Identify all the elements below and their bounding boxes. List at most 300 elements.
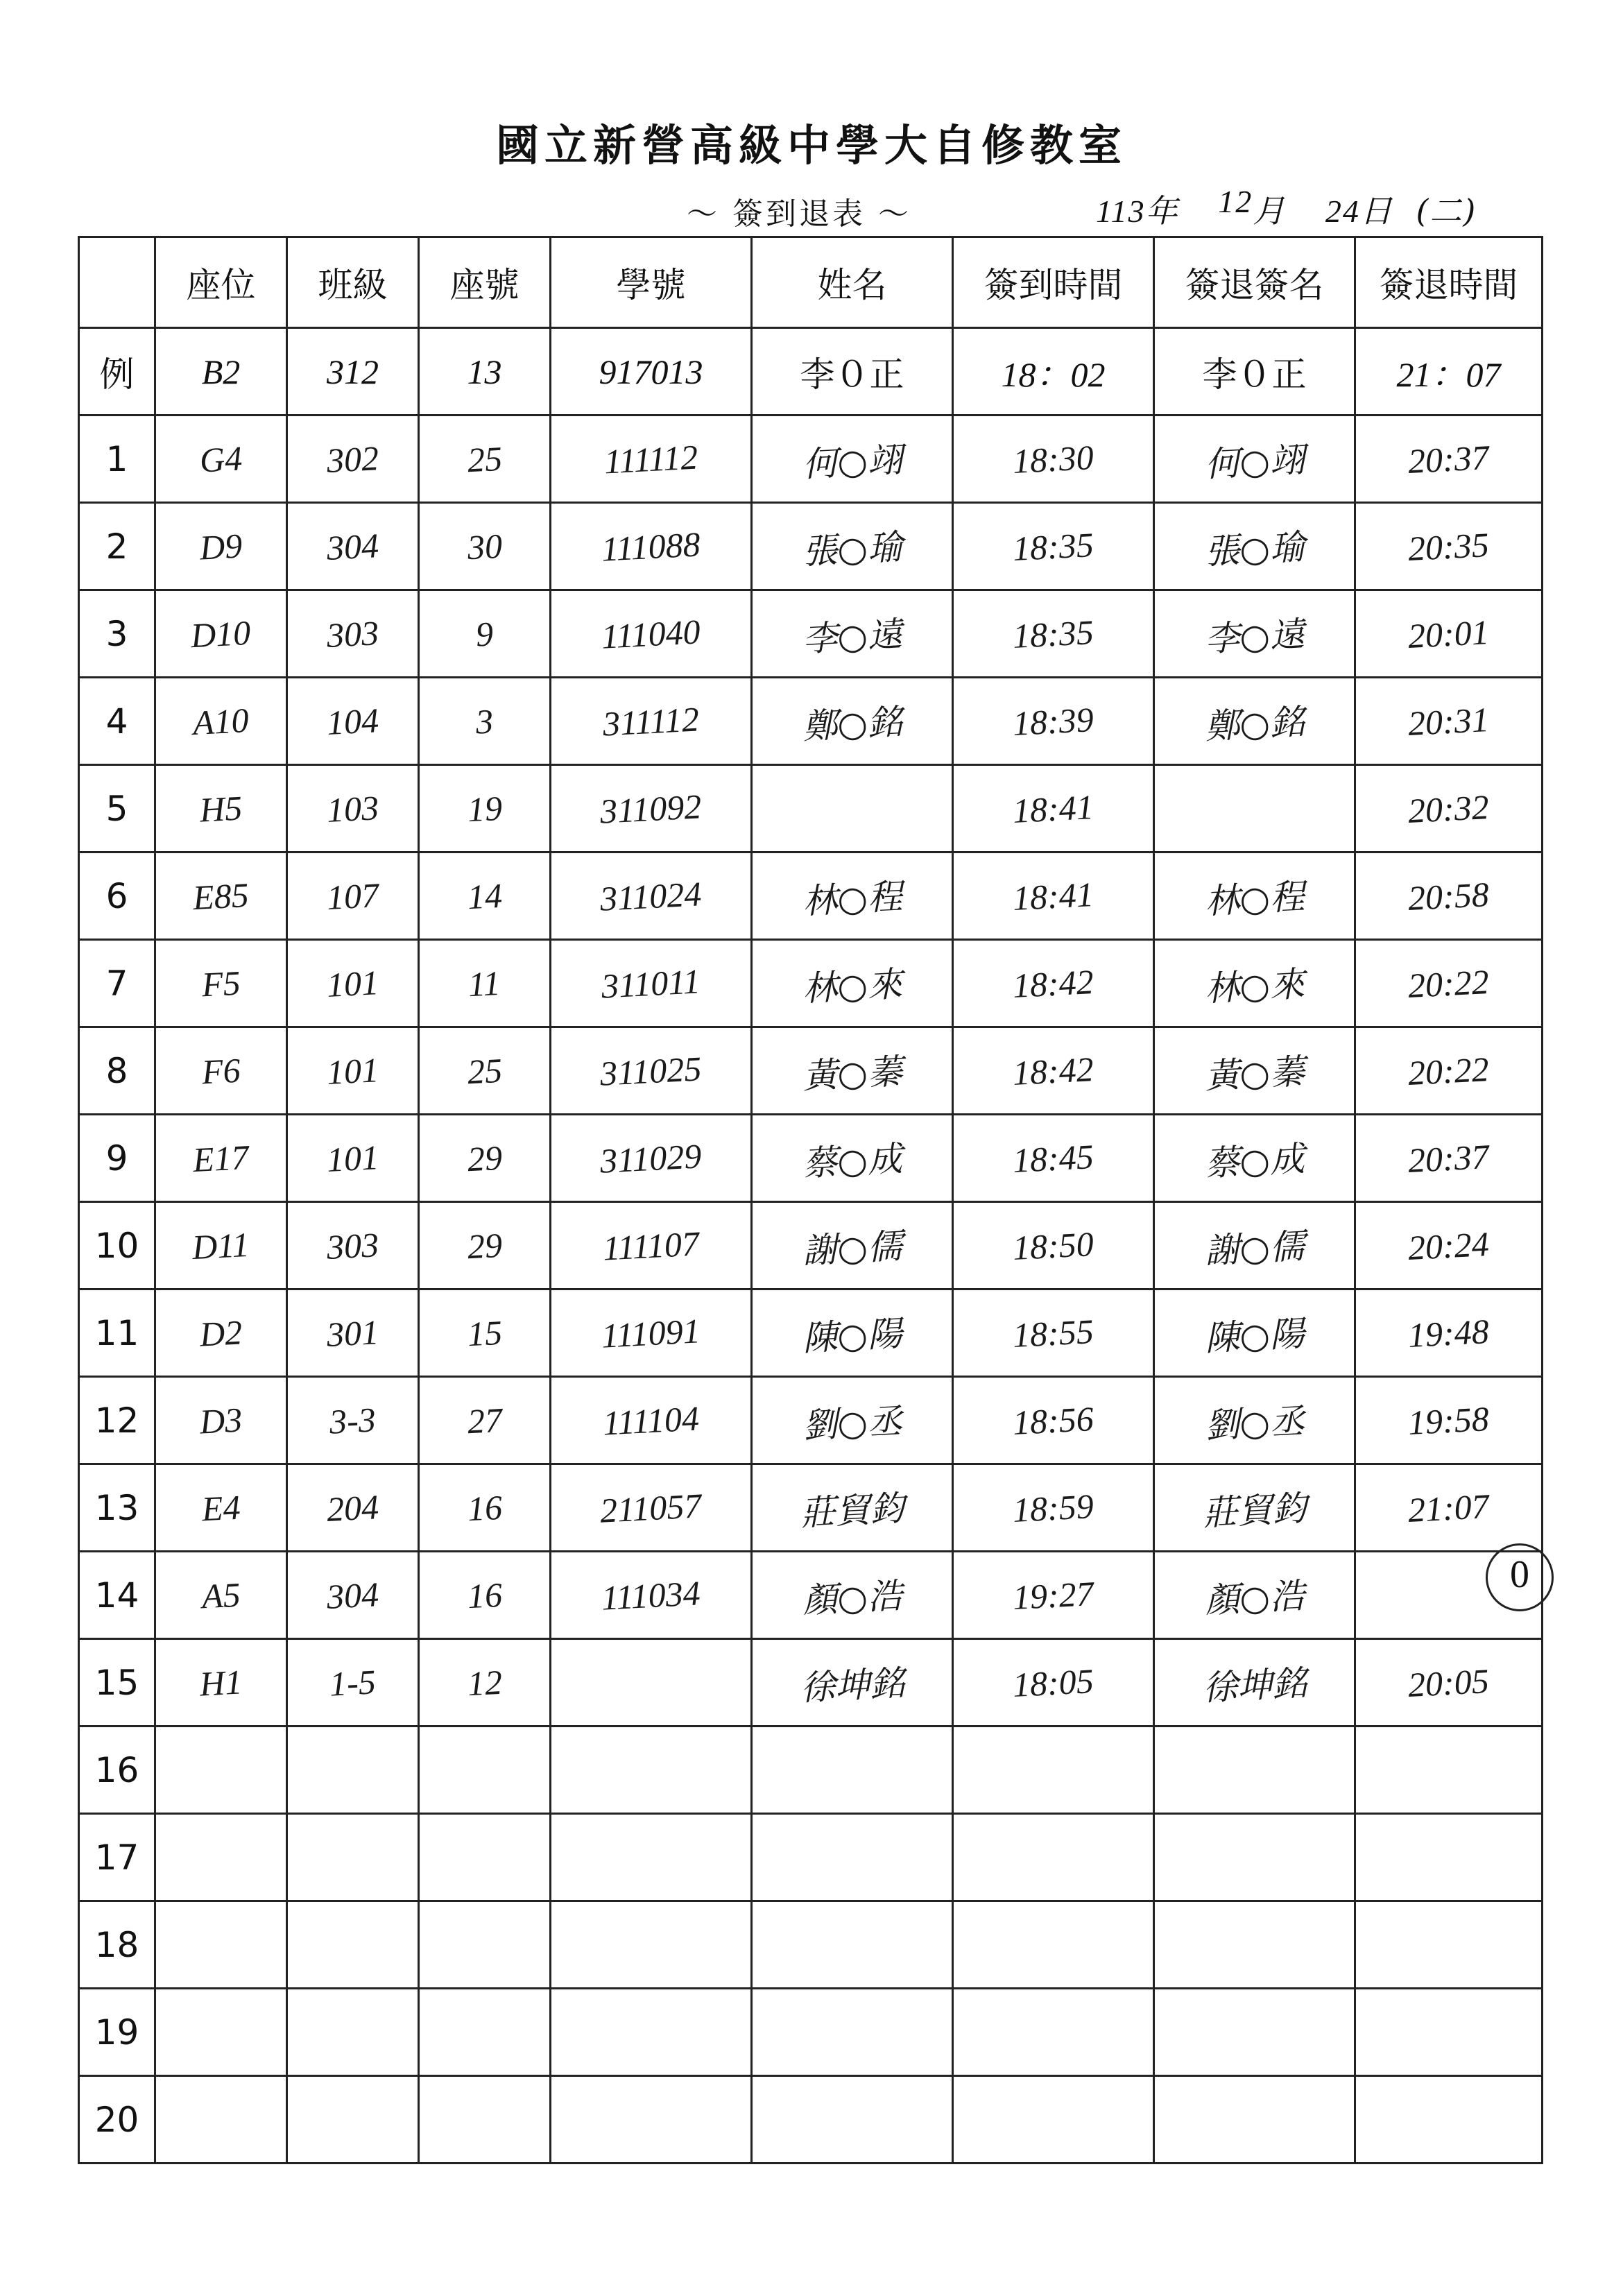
sign-in-time-cell [953,1027,1154,1115]
student-id-cell-text: 111034 [600,1573,702,1618]
seat-cell-text: A10 [191,700,250,742]
row-number: 7 [79,940,155,1027]
example-student-id: 917013 [551,328,752,415]
example-number: 13 [419,328,551,415]
sign-out-name-cell [1154,940,1355,1027]
row-number: 18 [79,1901,155,1989]
student-id-cell [551,503,752,590]
name-cell [752,503,953,590]
row-number: 20 [79,2076,155,2164]
table-row [79,1901,1543,1989]
sign-in-time-cell [953,1727,1154,1814]
student-id-cell [551,1202,752,1290]
example-class: 312 [287,328,419,415]
circled-mark-text: 0 [1510,1553,1529,1596]
row-number: 19 [79,1989,155,2076]
class-cell [287,678,419,765]
sign-in-time-cell [953,1901,1154,1989]
sign-in-time-cell [953,503,1154,590]
sign-out-time-cell [1355,678,1543,765]
student-id-cell-text: 111040 [600,611,702,656]
sign-out-time-cell-text: 20:01 [1407,612,1491,656]
sign-out-name-cell [1154,503,1355,590]
name-cell [752,1464,953,1552]
seat-cell-text: D11 [191,1224,251,1267]
seat-cell [155,1377,287,1464]
name-cell [752,1814,953,1901]
header-seat: 座位 [155,237,287,328]
seat-number-cell [419,1290,551,1377]
header-number: 座號 [419,237,551,328]
sign-out-time-cell [1355,2076,1543,2164]
student-id-cell [551,1901,752,1989]
name-cell-text: 林○程 [801,875,903,922]
sign-out-name-cell [1154,2076,1355,2164]
name-cell [752,1552,953,1639]
header-row [79,237,1543,328]
sign-in-time-cell-text: 18:59 [1011,1486,1095,1530]
header-sign-in-time: 簽到時間 [953,237,1154,328]
sign-out-time-cell-text: 21:07 [1407,1486,1491,1530]
sign-out-name-cell-text: 徐坤銘 [1201,1662,1308,1708]
seat-number-cell [419,1727,551,1814]
seat-cell [155,765,287,853]
seat-number-cell [419,1464,551,1552]
seat-number-cell [419,1901,551,1989]
table-row [79,1464,1543,1552]
sign-out-time-cell-text: 20:24 [1407,1224,1491,1267]
sign-out-time-cell-text: 20:31 [1407,699,1491,743]
seat-number-cell [419,678,551,765]
sign-out-time-cell [1355,853,1543,940]
sign-out-name-cell-text: 林○來 [1203,963,1305,1009]
example-sign-in: 18：02 [953,328,1154,415]
name-cell-text: 莊貿鈞 [799,1487,906,1534]
seat-number-cell [419,1115,551,1202]
name-cell [752,1290,953,1377]
sign-out-name-cell [1154,1202,1355,1290]
table-row [79,678,1543,765]
seat-cell [155,940,287,1027]
seat-cell [155,1814,287,1901]
seat-number-cell-text: 3 [474,701,495,742]
header-student-id: 學號 [551,237,752,328]
sign-out-name-cell [1154,1115,1355,1202]
seat-number-cell [419,1814,551,1901]
row-number: 13 [79,1464,155,1552]
student-id-cell [551,853,752,940]
sign-in-time-cell [953,1377,1154,1464]
row-number: 6 [79,853,155,940]
sign-out-time-cell [1355,1202,1543,1290]
seat-number-cell-text: 11 [467,963,502,1004]
class-cell-text: 204 [325,1487,380,1529]
sign-out-name-cell [1154,1814,1355,1901]
sign-out-name-cell [1154,590,1355,678]
sign-out-time-cell [1355,940,1543,1027]
name-cell-text: 徐坤銘 [799,1662,906,1708]
table-row [79,1290,1543,1377]
seat-cell [155,1027,287,1115]
sign-out-name-cell [1154,678,1355,765]
sign-in-time-cell-text: 18:30 [1011,437,1095,481]
sign-out-name-cell-text: 劉○丞 [1203,1400,1305,1446]
example-sign-out-name: 李０正 [1154,328,1355,415]
sign-out-time-cell-text: 20:22 [1407,1049,1491,1093]
seat-number-cell-text: 30 [466,526,503,567]
sign-in-time-cell-text: 18:56 [1011,1398,1095,1442]
date-line [1096,186,1477,232]
seat-cell-text: H1 [198,1661,243,1704]
sign-in-time-cell [953,1115,1154,1202]
name-cell [752,590,953,678]
sign-in-time-cell [953,1814,1154,1901]
seat-cell [155,1290,287,1377]
class-cell [287,765,419,853]
sign-out-name-cell-text: 林○程 [1203,875,1305,922]
date-month: 12 [1218,184,1253,219]
sign-out-time-cell-text: 20:58 [1407,874,1491,918]
sign-out-name-cell-text: 顏○浩 [1203,1575,1305,1621]
sign-out-name-cell [1154,415,1355,503]
row-number: 5 [79,765,155,853]
example-row [79,328,1543,415]
class-cell [287,1464,419,1552]
seat-cell [155,678,287,765]
table-row [79,765,1543,853]
header-class: 班級 [287,237,419,328]
name-cell [752,2076,953,2164]
sign-out-time-cell [1355,1727,1543,1814]
sign-out-time-cell [1355,1115,1543,1202]
page-title: 國立新營高級中學大自修教室 [495,120,1127,171]
sign-out-time-cell [1355,1377,1543,1464]
seat-number-cell [419,940,551,1027]
name-cell [752,940,953,1027]
sign-out-name-cell-text: 謝○儒 [1203,1225,1305,1271]
class-cell [287,503,419,590]
seat-number-cell [419,1552,551,1639]
seat-number-cell [419,1377,551,1464]
sign-in-time-cell [953,940,1154,1027]
name-cell [752,1027,953,1115]
name-cell [752,1377,953,1464]
row-number: 15 [79,1639,155,1727]
sign-out-name-cell-text: 蔡○成 [1203,1138,1305,1184]
sign-in-time-cell-text: 19:27 [1011,1573,1095,1617]
name-cell-text: 何○翊 [801,438,903,485]
seat-number-cell [419,503,551,590]
seat-cell [155,590,287,678]
class-cell-text: 302 [325,438,380,480]
sign-in-time-cell-text: 18:35 [1011,612,1095,656]
class-cell-text: 304 [325,1574,380,1616]
sign-out-name-cell [1154,1901,1355,1989]
date-year-unit: 年 [1145,192,1179,230]
row-number: 1 [79,415,155,503]
seat-number-cell-text: 27 [466,1400,503,1441]
seat-cell-text: F6 [200,1050,241,1091]
class-cell-text: 1-5 [328,1661,377,1704]
sign-out-name-cell [1154,1290,1355,1377]
table-row [79,1989,1543,2076]
class-cell [287,1202,419,1290]
student-id-cell-text: 111088 [600,524,702,569]
name-cell-text: 張○瑜 [801,526,903,572]
class-cell [287,590,419,678]
sign-out-name-cell [1154,765,1355,853]
table-row [79,940,1543,1027]
table-row [79,2076,1543,2164]
seat-number-cell-text: 25 [466,438,503,479]
sign-out-time-cell [1355,1639,1543,1727]
seat-cell [155,1639,287,1727]
sign-in-time-cell [953,2076,1154,2164]
seat-number-cell [419,590,551,678]
example-label: 例 [79,328,155,415]
row-number: 16 [79,1727,155,1814]
student-id-cell-text: 111107 [601,1223,701,1268]
row-number: 17 [79,1814,155,1901]
class-cell [287,1639,419,1727]
seat-cell-text: D3 [198,1399,243,1441]
sign-in-time-cell [953,853,1154,940]
seat-number-cell-text: 16 [466,1487,503,1528]
student-id-cell [551,1464,752,1552]
sign-out-time-cell [1355,1027,1543,1115]
name-cell-text: 顏○浩 [801,1575,903,1621]
name-cell-text: 陳○陽 [801,1312,903,1359]
example-name: 李０正 [752,328,953,415]
sign-in-time-cell [953,415,1154,503]
circled-mark [1486,1543,1554,1611]
row-number: 9 [79,1115,155,1202]
sign-out-time-cell-text: 20:32 [1407,787,1491,830]
date-year: 113 [1096,194,1146,229]
row-number: 8 [79,1027,155,1115]
seat-number-cell [419,765,551,853]
date-day-unit: 日 [1359,192,1393,230]
sign-out-name-cell-text: 陳○陽 [1203,1312,1305,1359]
name-cell-text: 劉○丞 [801,1400,903,1446]
seat-number-cell [419,1027,551,1115]
seat-number-cell-text: 16 [466,1575,503,1616]
seat-number-cell-text: 25 [466,1050,503,1091]
seat-cell-text: D2 [198,1312,243,1354]
sign-out-time-cell-text: 20:37 [1407,1136,1491,1180]
sign-in-time-cell [953,1639,1154,1727]
sign-out-time-cell [1355,1989,1543,2076]
table-row [79,1027,1543,1115]
table-row [79,590,1543,678]
student-id-cell [551,1027,752,1115]
student-id-cell [551,590,752,678]
seat-number-cell [419,2076,551,2164]
student-id-cell-text: 111104 [601,1398,701,1443]
example-seat: B2 [155,328,287,415]
seat-number-cell-text: 19 [466,788,503,829]
sign-out-name-cell-text: 張○瑜 [1203,526,1305,572]
seat-number-cell [419,415,551,503]
student-id-cell [551,1639,752,1727]
seat-cell-text: F5 [200,963,241,1004]
sign-out-name-cell-text: 黃○蓁 [1203,1050,1305,1097]
seat-number-cell-text: 12 [466,1662,503,1703]
class-cell-text: 107 [325,875,380,917]
name-cell [752,1901,953,1989]
name-cell-text: 李○遠 [801,613,903,660]
header-name: 姓名 [752,237,953,328]
row-number: 14 [79,1552,155,1639]
name-cell [752,853,953,940]
seat-cell-text: E4 [200,1487,241,1528]
class-cell-text: 103 [325,787,380,830]
header-sign-out-name: 簽退簽名 [1154,237,1355,328]
class-cell [287,1727,419,1814]
seat-cell [155,503,287,590]
student-id-cell-text: 311092 [599,786,703,831]
row-number: 4 [79,678,155,765]
table-row [79,503,1543,590]
sign-out-time-cell [1355,765,1543,853]
seat-number-cell [419,1202,551,1290]
sign-in-time-cell [953,678,1154,765]
header-blank [79,237,155,328]
sign-in-time-cell-text: 18:41 [1011,787,1095,830]
name-cell-text: 黃○蓁 [801,1050,903,1097]
seat-cell [155,1989,287,2076]
seat-cell [155,2076,287,2164]
seat-cell-text: E85 [191,875,250,917]
sign-in-time-cell [953,1989,1154,2076]
class-cell-text: 304 [325,525,380,567]
seat-number-cell [419,853,551,940]
class-cell [287,1027,419,1115]
sign-out-name-cell-text: 莊貿鈞 [1201,1487,1308,1534]
seat-cell-text: H5 [198,787,243,830]
row-number: 2 [79,503,155,590]
class-cell-text: 101 [325,1137,380,1179]
student-id-cell-text: 311011 [600,961,702,1006]
sign-out-name-cell-text: 李○遠 [1203,613,1305,660]
class-cell [287,853,419,940]
seat-cell-text: A5 [200,1575,241,1616]
seat-cell [155,1464,287,1552]
sign-out-time-cell [1355,503,1543,590]
seat-cell-text: D9 [198,525,243,567]
sign-in-time-cell-text: 18:39 [1011,699,1095,743]
class-cell-text: 101 [325,962,380,1004]
student-id-cell [551,1115,752,1202]
student-id-cell [551,765,752,853]
class-cell [287,940,419,1027]
student-id-cell [551,1377,752,1464]
student-id-cell [551,415,752,503]
name-cell [752,765,953,853]
sign-out-name-cell [1154,1027,1355,1115]
seat-number-cell-text: 14 [466,875,503,916]
table-row [79,1202,1543,1290]
student-id-cell [551,1290,752,1377]
class-cell [287,1901,419,1989]
example-sign-out: 21：07 [1355,328,1543,415]
name-cell [752,1202,953,1290]
name-cell-text: 謝○儒 [801,1225,903,1271]
name-cell [752,1639,953,1727]
table-row [79,1639,1543,1727]
class-cell [287,2076,419,2164]
sign-out-time-cell [1355,1901,1543,1989]
sign-in-time-cell [953,1552,1154,1639]
seat-cell-text: D10 [190,612,252,655]
sign-in-time-cell [953,590,1154,678]
sign-out-time-cell [1355,415,1543,503]
date-day: 24 [1325,194,1360,229]
seat-cell [155,1727,287,1814]
table-row [79,1814,1543,1901]
sign-out-time-cell-text: 20:22 [1407,961,1491,1005]
table-row [79,1552,1543,1639]
name-cell [752,1115,953,1202]
sign-out-name-cell [1154,1727,1355,1814]
class-cell-text: 303 [325,612,380,655]
sign-out-name-cell [1154,1639,1355,1727]
sign-in-time-cell [953,1464,1154,1552]
student-id-cell-text: 111091 [600,1310,702,1355]
name-cell-text: 蔡○成 [801,1138,903,1184]
name-cell [752,415,953,503]
seat-number-cell-text: 29 [466,1138,503,1179]
seat-cell [155,1552,287,1639]
seat-cell [155,415,287,503]
sign-out-name-cell-text: 何○翊 [1203,438,1305,485]
class-cell-text: 301 [325,1312,380,1354]
sign-in-table [78,236,1543,2164]
date-weekday: (二) [1416,192,1477,230]
student-id-cell [551,1727,752,1814]
sign-in-time-cell-text: 18:42 [1011,961,1095,1005]
student-id-cell [551,1552,752,1639]
student-id-cell-text: 211057 [599,1485,703,1530]
row-number: 12 [79,1377,155,1464]
student-id-cell [551,1989,752,2076]
seat-cell [155,1901,287,1989]
page-subtitle: ～ 簽到退表 ～ [687,196,911,232]
class-cell-text: 3-3 [328,1399,377,1441]
student-id-cell-text: 311029 [599,1136,703,1181]
sign-out-time-cell-text: 20:37 [1407,437,1491,481]
seat-cell-text: G4 [198,438,243,480]
class-cell-text: 104 [325,700,380,742]
sign-out-time-cell-text: 19:58 [1407,1398,1491,1442]
class-cell [287,1552,419,1639]
student-id-cell-text: 311024 [599,873,703,918]
student-id-cell-text: 311112 [601,699,701,744]
sign-in-time-cell-text: 18:35 [1011,524,1095,568]
class-cell [287,1814,419,1901]
seat-number-cell-text: 15 [466,1312,503,1353]
seat-number-cell [419,1989,551,2076]
sign-in-time-cell-text: 18:05 [1011,1661,1095,1704]
sign-out-time-cell-text: 19:48 [1407,1311,1491,1355]
class-cell-text: 303 [325,1224,380,1267]
sign-out-name-cell [1154,1552,1355,1639]
student-id-cell [551,1814,752,1901]
table-row [79,415,1543,503]
sign-out-name-cell [1154,1464,1355,1552]
header-sign-out-time: 簽退時間 [1355,237,1543,328]
sign-out-time-cell-text: 20:05 [1407,1661,1491,1704]
